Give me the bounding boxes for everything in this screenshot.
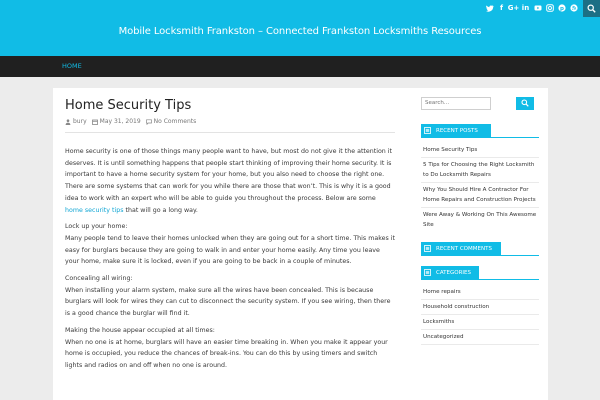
instagram-icon[interactable] [545,4,554,13]
post-content [65,146,395,372]
twitter-icon[interactable] [485,4,494,13]
categories-widget [421,266,539,345]
widget-divider [421,255,539,256]
list-item[interactable]: Home Security Tips [421,143,539,158]
list-item[interactable]: Household construction [421,300,539,315]
header-search-button[interactable] [583,0,600,17]
comment-icon [146,119,152,125]
post-article [65,97,395,377]
recent-posts-widget [421,124,539,232]
search-button[interactable] [516,97,534,110]
main-navigation [0,56,600,77]
widget-divider [421,137,539,138]
search-input[interactable] [421,97,491,110]
list-item[interactable]: Uncategorized [421,330,539,345]
nav-item-home[interactable]: HOME [62,62,82,70]
section-heading: Making the house appear occupied at all times: [65,326,215,334]
content-container [53,88,548,400]
post-comments [146,118,197,125]
social-icons [485,2,578,14]
comments-link[interactable]: No Comments [153,118,197,125]
date-link[interactable]: May 31, 2019 [99,118,141,125]
site-header [0,0,600,56]
list-icon [424,269,431,276]
categories-title: CATEGORIES [436,269,472,276]
list-icon [424,245,431,252]
categories-list [421,285,539,345]
intro-paragraph [65,146,395,216]
section-text: When no one is at home, burglars will have an easier time breaking in. When you make it appear your home is occupied, you reduce the chances of break-ins. You can do this by using timers and switch lights and radios on and off when no one is around. [65,338,388,369]
list-icon [424,127,431,134]
svg-text:p: p [559,6,564,12]
recent-comments-widget [421,242,539,256]
search-icon [521,99,529,107]
pinterest-icon[interactable] [557,4,566,13]
post-date [92,118,141,125]
section-paragraph [65,325,395,372]
calendar-icon [92,119,98,125]
section-paragraph [65,273,395,320]
linkedin-icon[interactable]: in [521,4,530,12]
intro-text: Home security is one of those things many people want to have, but most do not give it the attention it deserves. It is until something happens that people start thinking of improving their home security. It is important to have a home security system for your home, but you also need to choose the right one. There are some systems that can work for you while there are those that won’t. This is why it is a good idea to work with an expert who will be able to guide you throughout the process. Below are some [65,148,393,202]
post-meta [65,117,395,126]
sidebar-search [421,96,539,110]
section-heading: Lock up your home: [65,223,128,231]
list-item[interactable]: Home repairs [421,285,539,300]
recent-posts-heading [421,124,491,137]
section-paragraph [65,221,395,268]
recent-comments-heading [421,242,501,255]
recent-comments-title: RECENT COMMENTS [436,245,492,252]
rss-icon[interactable] [569,4,578,13]
site-title[interactable]: Mobile Locksmith Frankston – Connected Frankston Locksmiths Resources [118,26,482,37]
post-author [65,118,87,125]
home-security-tips-link[interactable]: home security tips [65,206,124,214]
section-heading: Concealing all wiring: [65,275,133,283]
page-title: Home Security Tips [65,98,192,113]
facebook-icon[interactable]: f [499,4,504,12]
list-item[interactable]: Why You Should Hire A Contractor For Home Repairs and Construction Projects [421,183,539,208]
author-link[interactable]: bury [73,118,87,125]
section-text: When installing your alarm system, make sure all the wires have been concealed. This is because burglars will look for wires they can cut to disconnect the security system. If you see wiring, then there is a good chance the burglar will find it. [65,286,391,318]
title-divider [65,132,395,133]
recent-posts-list [421,143,539,232]
google-plus-icon[interactable]: G+ [507,4,520,12]
recent-posts-title: RECENT POSTS [436,127,478,134]
list-item[interactable]: Were Away & Working On This Awesome Site [423,212,537,228]
list-item[interactable]: Locksmiths [421,315,539,330]
youtube-icon[interactable] [533,4,542,13]
widget-divider [421,279,539,280]
user-icon [65,119,71,125]
categories-heading [421,266,479,279]
section-text: Many people tend to leave their homes unlocked when they are going out for a short time. This makes it easy for burglars because they are going to walk in and enter your home easily. Any time you leave your home, make sure it is locked, even if you are going to be back in a couple of minutes. [65,234,395,266]
intro-text-end: that will go a long way. [123,206,198,214]
sidebar [421,96,539,345]
search-icon [587,4,596,13]
list-item[interactable]: 5 Tips for Choosing the Right Locksmith to Do Locksmith Repairs [421,158,539,183]
